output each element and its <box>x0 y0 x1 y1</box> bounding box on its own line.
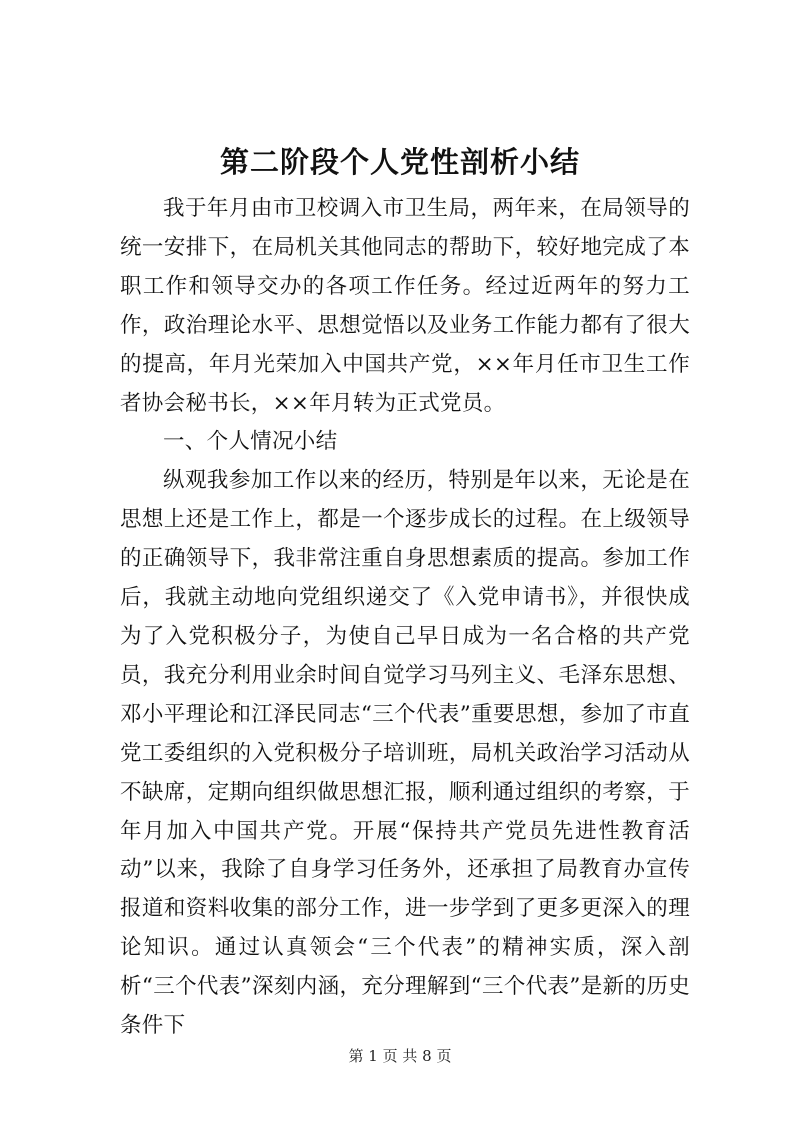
paragraph-personal-summary: 纵观我参加工作以来的经历，特别是年以来，无论是在思想上还是工作上，都是一个逐步成长的过程。在上级领导的正确领导下，我非常注重自身思想素质的提高。参加工作后，我就主动地向党组织递交了《入党申请书》，并很快成为了入党积极分子，为使自己早日成为一名合格的共产党员，我充分利用业余时间自觉学习马列主义、毛泽东思想、邓小平理论和江泽民同志“三个代表”重要思想，参加了市直党工委组织的入党积极分子培训班，局机关政治学习活动从不缺席，定期向组织做思想汇报，顺利通过组织的考察，于年月加入中国共产党。开展“保持共产党员先进性教育活动”以来，我除了自身学习任务外，还承担了局教育办宣传报道和资料收集的部分工作，进一步学到了更多更深入的理论知识。通过认真领会“三个代表”的精神实质，深入剖析“三个代表”深刻内涵，充分理解到“三个代表”是新的历史条件下 <box>120 468 690 1039</box>
page-number-footer: 第 1 页 共 8 页 <box>348 1047 452 1065</box>
document-body <box>120 190 690 1046</box>
paragraph-intro: 我于年月由市卫校调入市卫生局，两年来，在局领导的统一安排下，在局机关其他同志的帮助下，较好地完成了本职工作和领导交办的各项工作任务。经过近两年的努力工作，政治理论水平、思想觉悟以及业务工作能力都有了很大的提高，年月光荣加入中国共产党，××年月任市卫生工作者协会秘书长，××年月转为正式党员。 <box>120 196 690 416</box>
section-heading-personal-summary: 一、个人情况小结 <box>163 429 338 455</box>
document-title: 第二阶段个人党性剖析小结 <box>219 145 580 179</box>
